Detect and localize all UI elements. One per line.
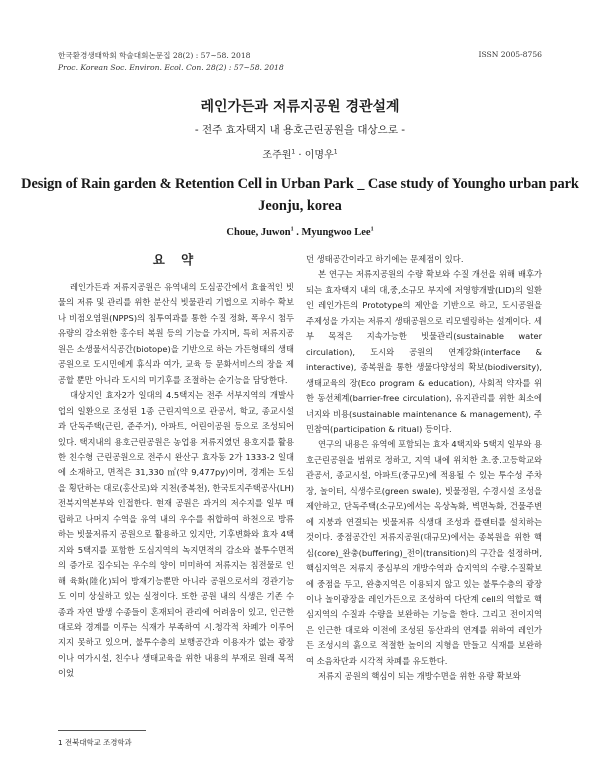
author-name: 이명우 xyxy=(304,150,334,161)
affiliation-mark: 1 xyxy=(333,148,338,156)
authors-english xyxy=(0,227,600,238)
affiliation-mark: 1 xyxy=(370,226,374,233)
subtitle-korean: - 전주 효자택지 내 용호근린공원을 대상으로 - xyxy=(194,124,406,136)
body-paragraph: 본 연구는 저류지공원의 수량 확보와 수질 개선을 위해 배후가 되는 효자택지 내의 대,중,소규모 부지에 저영향개발(LID)의 일환인 레인가든의 Prototype의 제안을 기반으로 하고, 도시공원을 주제성을 가지는 저류지 생태공원으로 리모델링하는 설계이다. 세부 목적은 지속가능한 빗물관리(sustainable water circulation), 도시와 공원의 연계강화(interface & interactive), 종복원을 통한 생물다양성의 확보(biodiversity), 생태교육의 장(Eco program & education), 사회적 약자를 위한 동선체계(barrier-free circulation), 유지관리를 위한 최소에너지와 비용(sustainable maintenance & management), 주민참여(participation & ritual) 등이다. xyxy=(306,269,542,434)
author-separator: · xyxy=(295,150,305,161)
body-paragraph: 대상지인 효자2가 일대의 4.5택지는 전주 서부지역의 개발사업의 일환으로 조성된 1종 근린지역으로 관공서, 학교, 종교시설과 단독주택(근린, 준주거), 아파트, 어린이공원 등으로 조성되어 있다. 택지내의 용호근린공원은 농업용 저류지였던 용호지를 활용한 친수형 근린공원으로 전주시 완산구 효자동 2가 1333-2 일대에 소재하고, 면적은 31,330 ㎡(약 9,477py)이며, 경계는 도심을 횡단하는 대로(홍산로)와 지천(중복천), 한국토지주택공사(LH) 전북지역본부와 인접한다. 현재 공원은 과거의 저수지를 일부 매립하고 나머지 수역을 유역 내의 우수를 취합하여 하천으로 방류하는 빗물저류지 공원으로 활용하고 있지만, 기후변화와 효자 4택지와 5택지를 포함한 도심지역의 녹지면적의 감소와 불투수면적의 증가로 집수되는 우수의 양이 미미하여 저류지는 침전물로 인해 육화(陸化)되어 방재기능뿐만 아니라 공원으로서의 경관기능도 이미 상실하고 있는 실정이다. 또한 공원 내의 식생은 기존 수종과 자연 발생 수종들이 혼재되어 관리에 어려움이 있고, 인근한 대로와 경계를 이루는 식재가 부족하여 시.청각적 차폐가 이루어지지 못하고 있으며, 불투수층의 보행공간과 이용자가 없는 광장이나 여가시설, 친수나 생태교육을 위한 내용의 부재로 원래 목적이었 xyxy=(58,390,294,679)
right-column xyxy=(306,252,542,685)
body-paragraph: 연구의 내용은 유역에 포함되는 효자 4택지와 5택지 일부와 용호근린공원을 범위로 정하고, 지역 내에 위치한 초.중.고등학교와 관공서, 종교시설, 아파트(중규모)에 적용될 수 있는 투수성 주차장, 놀이터, 식생수로(green swale), 빗물정원, 수경시설 조성을 제안하고, 단독주택(소규모)에서는 옥상녹화, 벽면녹화, 건물주변에 지붕과 연결되는 빗물저류 식생대 조성과 플랜터를 설치하는 것이다. 중점공간인 저류지공원(대규모)에서는 종복원을 위한 핵심(core)_완충(buffering)_전이(transition)의 구간을 설정하며, 핵심지역은 저류지 중심부의 개방수역과 습지역의 수량.수질확보에 중점을 두고, 완충지역은 이용되지 않고 있는 불투수층의 광장이나 놀이광장을 레인가든으로 조성하여 다단계 cell의 역할로 핵심지역의 수질과 수량을 보완하는 기능을 한다. 그리고 전이지역은 인근한 대로와 이전에 조성된 동산과의 연계를 위하여 레인가든 조성시의 흙으로 적절한 높이의 지형을 만들고 식재를 보완하여 소음차단과 시각적 차폐를 유도한다. xyxy=(306,439,543,666)
journal-citation-ko: 한국환경생태학회 학술대회논문집 28(2) : 57~58. 2018 xyxy=(58,51,251,60)
author-name: 조주원 xyxy=(262,150,292,161)
author-name: Choue, Juwon xyxy=(226,227,291,238)
journal-citation-en: Proc. Korean Soc. Environ. Ecol. Con. 28(2) : 57~58. 2018 xyxy=(58,62,284,72)
footnote-affiliation: 1 전북대학교 조경학과 xyxy=(58,738,132,747)
authors-korean xyxy=(0,146,600,161)
abstract-heading: 요 약 xyxy=(152,252,200,267)
body-paragraph: 레인가든과 저류지공원은 유역내의 도심공간에서 효율적인 빗물의 저류 및 관리를 위한 분산식 빗물관리 기법으로 지하수 확보나 비점오염원(NPPS)의 침투여과를 통한 수질 정화, 폭우시 첨두유량의 감소위한 홍수터 복원 등의 기능을 가지며, 특히 저류지공원은 소생물서식공간(biotope)을 기반으로 하는 가든형태의 생태공원으로 도시민에게 휴식과 여가, 교육 등 문화서비스의 장을 제공할 뿐만 아니라 도시의 미기후를 조절하는 순기능을 담당한다. xyxy=(58,282,294,385)
footnote-divider xyxy=(58,730,146,731)
affiliation-mark: 1 xyxy=(290,226,294,233)
author-separator: . xyxy=(293,227,302,238)
journal-header xyxy=(58,50,284,73)
continued-text: 던 생태공간이라고 하기에는 문제점이 있다. xyxy=(306,254,464,264)
body-paragraph xyxy=(306,252,542,267)
affiliation-mark: 1 xyxy=(291,148,296,156)
left-column xyxy=(58,252,294,682)
body-paragraph: 저류지 공원의 핵심이 되는 개방수면을 위한 유량 확보와 xyxy=(318,671,521,682)
title-korean: 레인가든과 저류지공원 경관설계 xyxy=(200,99,400,115)
issn: ISSN 2005-8756 xyxy=(478,50,542,59)
author-name: Myungwoo Lee xyxy=(301,227,371,238)
title-english-line2: Jeonju, korea xyxy=(258,198,342,214)
title-english: Design of Rain garden & Retention Cell in Urban Park _ Case study of Youngho urban park xyxy=(21,176,579,192)
